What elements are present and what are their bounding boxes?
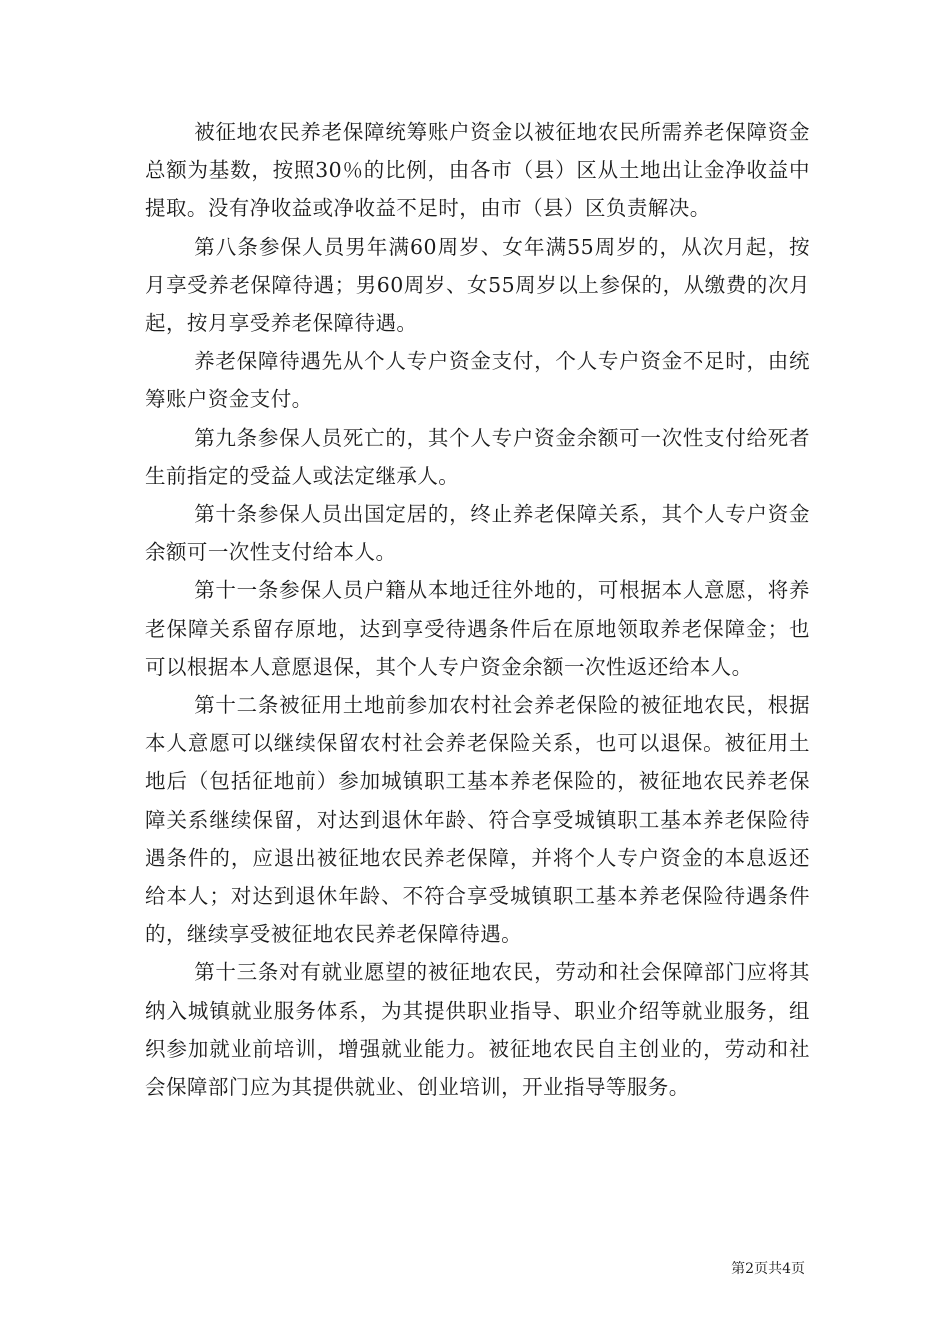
paragraph-2: 第八条参保人员男年满60周岁、女年满55周岁的，从次月起，按月享受养老保障待遇；男60周岁、女55周岁以上参保的，从缴费的次月起，按月享受养老保障待遇。 — [145, 234, 810, 336]
paragraph-8: 第十三条对有就业愿望的被征地农民，劳动和社会保障部门应将其纳入城镇就业服务体系，为其提供职业指导、职业介绍等就业服务，组织参加就业前培训，增强就业能力。被征地农民自主创业的，劳动和社会保障部门应为其提供就业、创业培训，开业指导等服务。 — [145, 960, 810, 1100]
paragraph-1: 被征地农民养老保障统筹账户资金以被征地农民所需养老保障资金总额为基数，按照30％的比例，由各市（县）区从土地出让金净收益中提取。没有净收益或净收益不足时，由市（县）区负责解决。 — [145, 120, 810, 221]
paragraph-3: 养老保障待遇先从个人专户资金支付，个人专户资金不足时，由统筹账户资金支付。 — [145, 349, 810, 412]
paragraph-5: 第十条参保人员出国定居的，终止养老保障关系，其个人专户资金余额可一次性支付给本人。 — [145, 502, 810, 565]
paragraph-6: 第十一条参保人员户籍从本地迁往外地的，可根据本人意愿，将养老保障关系留存原地，达到享受待遇条件后在原地领取养老保障金；也可以根据本人意愿退保，其个人专户资金余额一次性返还给本人。 — [145, 578, 810, 679]
page-number: 第2页共4页 — [731, 1261, 805, 1277]
document-body — [145, 113, 810, 1106]
paragraph-4: 第九条参保人员死亡的，其个人专户资金余额可一次性支付给死者生前指定的受益人或法定继承人。 — [145, 425, 810, 488]
paragraph-7: 第十二条被征用土地前参加农村社会养老保险的被征地农民，根据本人意愿可以继续保留农村社会养老保险关系，也可以退保。被征用土地后（包括征地前）参加城镇职工基本养老保险的，被征地农民养老保障关系继续保留，对达到退休年龄、符合享受城镇职工基本养老保险待遇条件的，应退出被征地农民养老保障，并将个人专户资金的本息返还给本人；对达到退休年龄、不符合享受城镇职工基本养老保险待遇条件的，继续享受被征地农民养老保障待遇。 — [145, 693, 810, 947]
